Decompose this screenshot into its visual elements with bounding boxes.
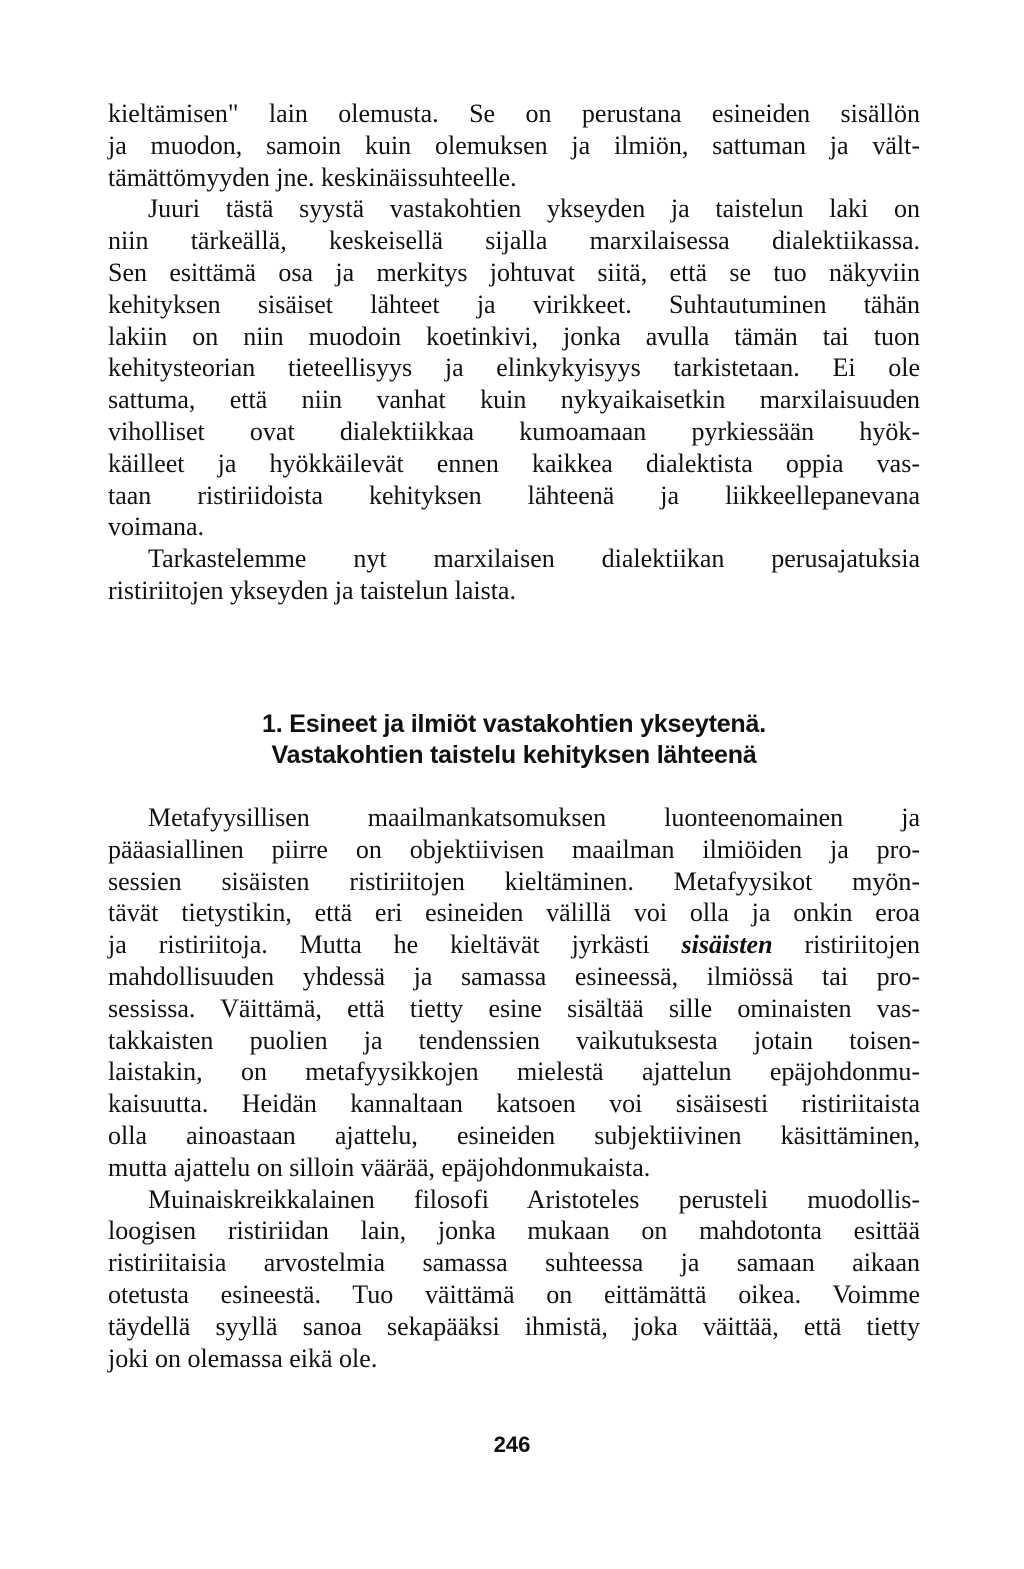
paragraph-metafyysillinen <box>108 802 920 1184</box>
text-line: ristiriitojen ykseyden ja taistelun laista. <box>108 575 516 605</box>
paragraph-tarkastelemme <box>108 543 920 607</box>
text-line: sessissa. Väittämä, että tietty esine sisältää sille ominaisten vas- <box>108 993 920 1023</box>
text-line: mutta ajattelu on silloin väärää, epäjohdonmukaista. <box>108 1152 651 1182</box>
text-line: sessien sisäisten ristiriitojen kieltäminen. Metafyysikot myön- <box>108 866 920 896</box>
section-heading-line-1: 1. Esineet ja ilmiöt vastakohtien ykseytenä. <box>262 710 766 738</box>
text-line: Tarkastelemme nyt marxilaisen dialektiikan perusajatuksia <box>148 544 920 574</box>
text-line: tämättömyyden jne. keskinäissuhteelle. <box>108 162 517 192</box>
text-segment: ristiriitojen <box>772 930 920 960</box>
text-line: joki on olemassa eikä ole. <box>108 1343 378 1373</box>
paragraph-continuation <box>108 98 920 193</box>
text-segment: ja ristiriitoja. Mutta he kieltävät jyrkästi <box>108 930 682 960</box>
text-line: ristiriitaisia arvostelmia samassa suhteessa ja samaan aikaan <box>108 1248 920 1278</box>
text-line: taan ristiriidoista kehityksen lähteenä ja liikkeellepanevana <box>108 480 920 510</box>
text-line: laistakin, on metafyysikkojen mielestä ajattelun epäjohdonmu- <box>108 1057 920 1087</box>
text-line: kieltämisen" lain olemusta. Se on perustana esineiden sisällön <box>108 99 920 128</box>
text-line: pääasiallinen piirre on objektiivisen maailman ilmiöiden ja pro- <box>108 834 920 864</box>
text-line: sattuma, että niin vanhat kuin nykyaikaisetkin marxilaisuuden <box>108 385 920 415</box>
text-line: niin tärkeällä, keskeisellä sijalla marxilaisessa dialektiikassa. <box>108 226 920 256</box>
text-line: kehitysteorian tieteellisyys ja elinkykyisyys tarkistetaan. Ei ole <box>108 353 920 383</box>
text-line: tävät tietystikin, että eri esineiden välillä voi olla ja onkin eroa <box>108 898 920 928</box>
text-line: Muinaiskreikkalainen filosofi Aristoteles perusteli muodollis- <box>148 1184 920 1214</box>
text-line: täydellä syyllä sanoa sekapääksi ihmistä, joka väittää, että tietty <box>108 1311 920 1341</box>
section-heading-line-2: Vastakohtien taistelu kehityksen lähteenä <box>271 741 757 769</box>
text-line: voimana. <box>108 512 205 542</box>
emphasized-word: sisäisten <box>681 930 773 960</box>
text-line: kehityksen sisäiset lähteet ja virikkeet. Suhtautuminen tähän <box>108 289 920 319</box>
text-line-with-emphasis <box>108 929 920 961</box>
body-text-top <box>108 98 920 607</box>
text-line: otetusta esineestä. Tuo väittämä on eittämättä oikea. Voimme <box>108 1279 920 1309</box>
text-line: kaisuutta. Heidän kannaltaan katsoen voi sisäisesti ristiriitaista <box>108 1089 920 1119</box>
text-line: olla ainoastaan ajattelu, esineiden subjektiivinen käsittäminen, <box>108 1120 920 1150</box>
text-line: lakiin on niin muodoin koetinkivi, jonka avulla tämän tai tuon <box>108 321 920 351</box>
paragraph-vastakohtien-laki <box>108 193 920 543</box>
text-line: Sen esittämä osa ja merkitys johtuvat siitä, että se tuo näkyviin <box>108 257 920 287</box>
text-line: Juuri tästä syystä vastakohtien ykseyden ja taistelun laki on <box>148 194 920 224</box>
body-text-bottom <box>108 802 920 1374</box>
text-line: Metafyysillisen maailmankatsomuksen luonteenomainen ja <box>148 803 920 832</box>
text-line: mahdollisuuden yhdessä ja samassa esineessä, ilmiössä tai pro- <box>108 961 920 991</box>
text-line: loogisen ristiriidan lain, jonka mukaan on mahdotonta esittää <box>108 1216 920 1246</box>
text-line: ja muodon, samoin kuin olemuksen ja ilmiön, sattuman ja vält- <box>108 130 920 160</box>
text-line: käilleet ja hyökkäilevät ennen kaikkea dialektista oppia vas- <box>108 448 920 478</box>
text-line: viholliset ovat dialektiikkaa kumoamaan pyrkiessään hyök- <box>108 416 920 446</box>
paragraph-aristoteles <box>108 1184 920 1375</box>
section-heading <box>108 709 920 771</box>
page-number: 246 <box>493 1432 531 1457</box>
text-line: takkaisten puolien ja tendenssien vaikutuksesta jotain toisen- <box>108 1025 920 1055</box>
